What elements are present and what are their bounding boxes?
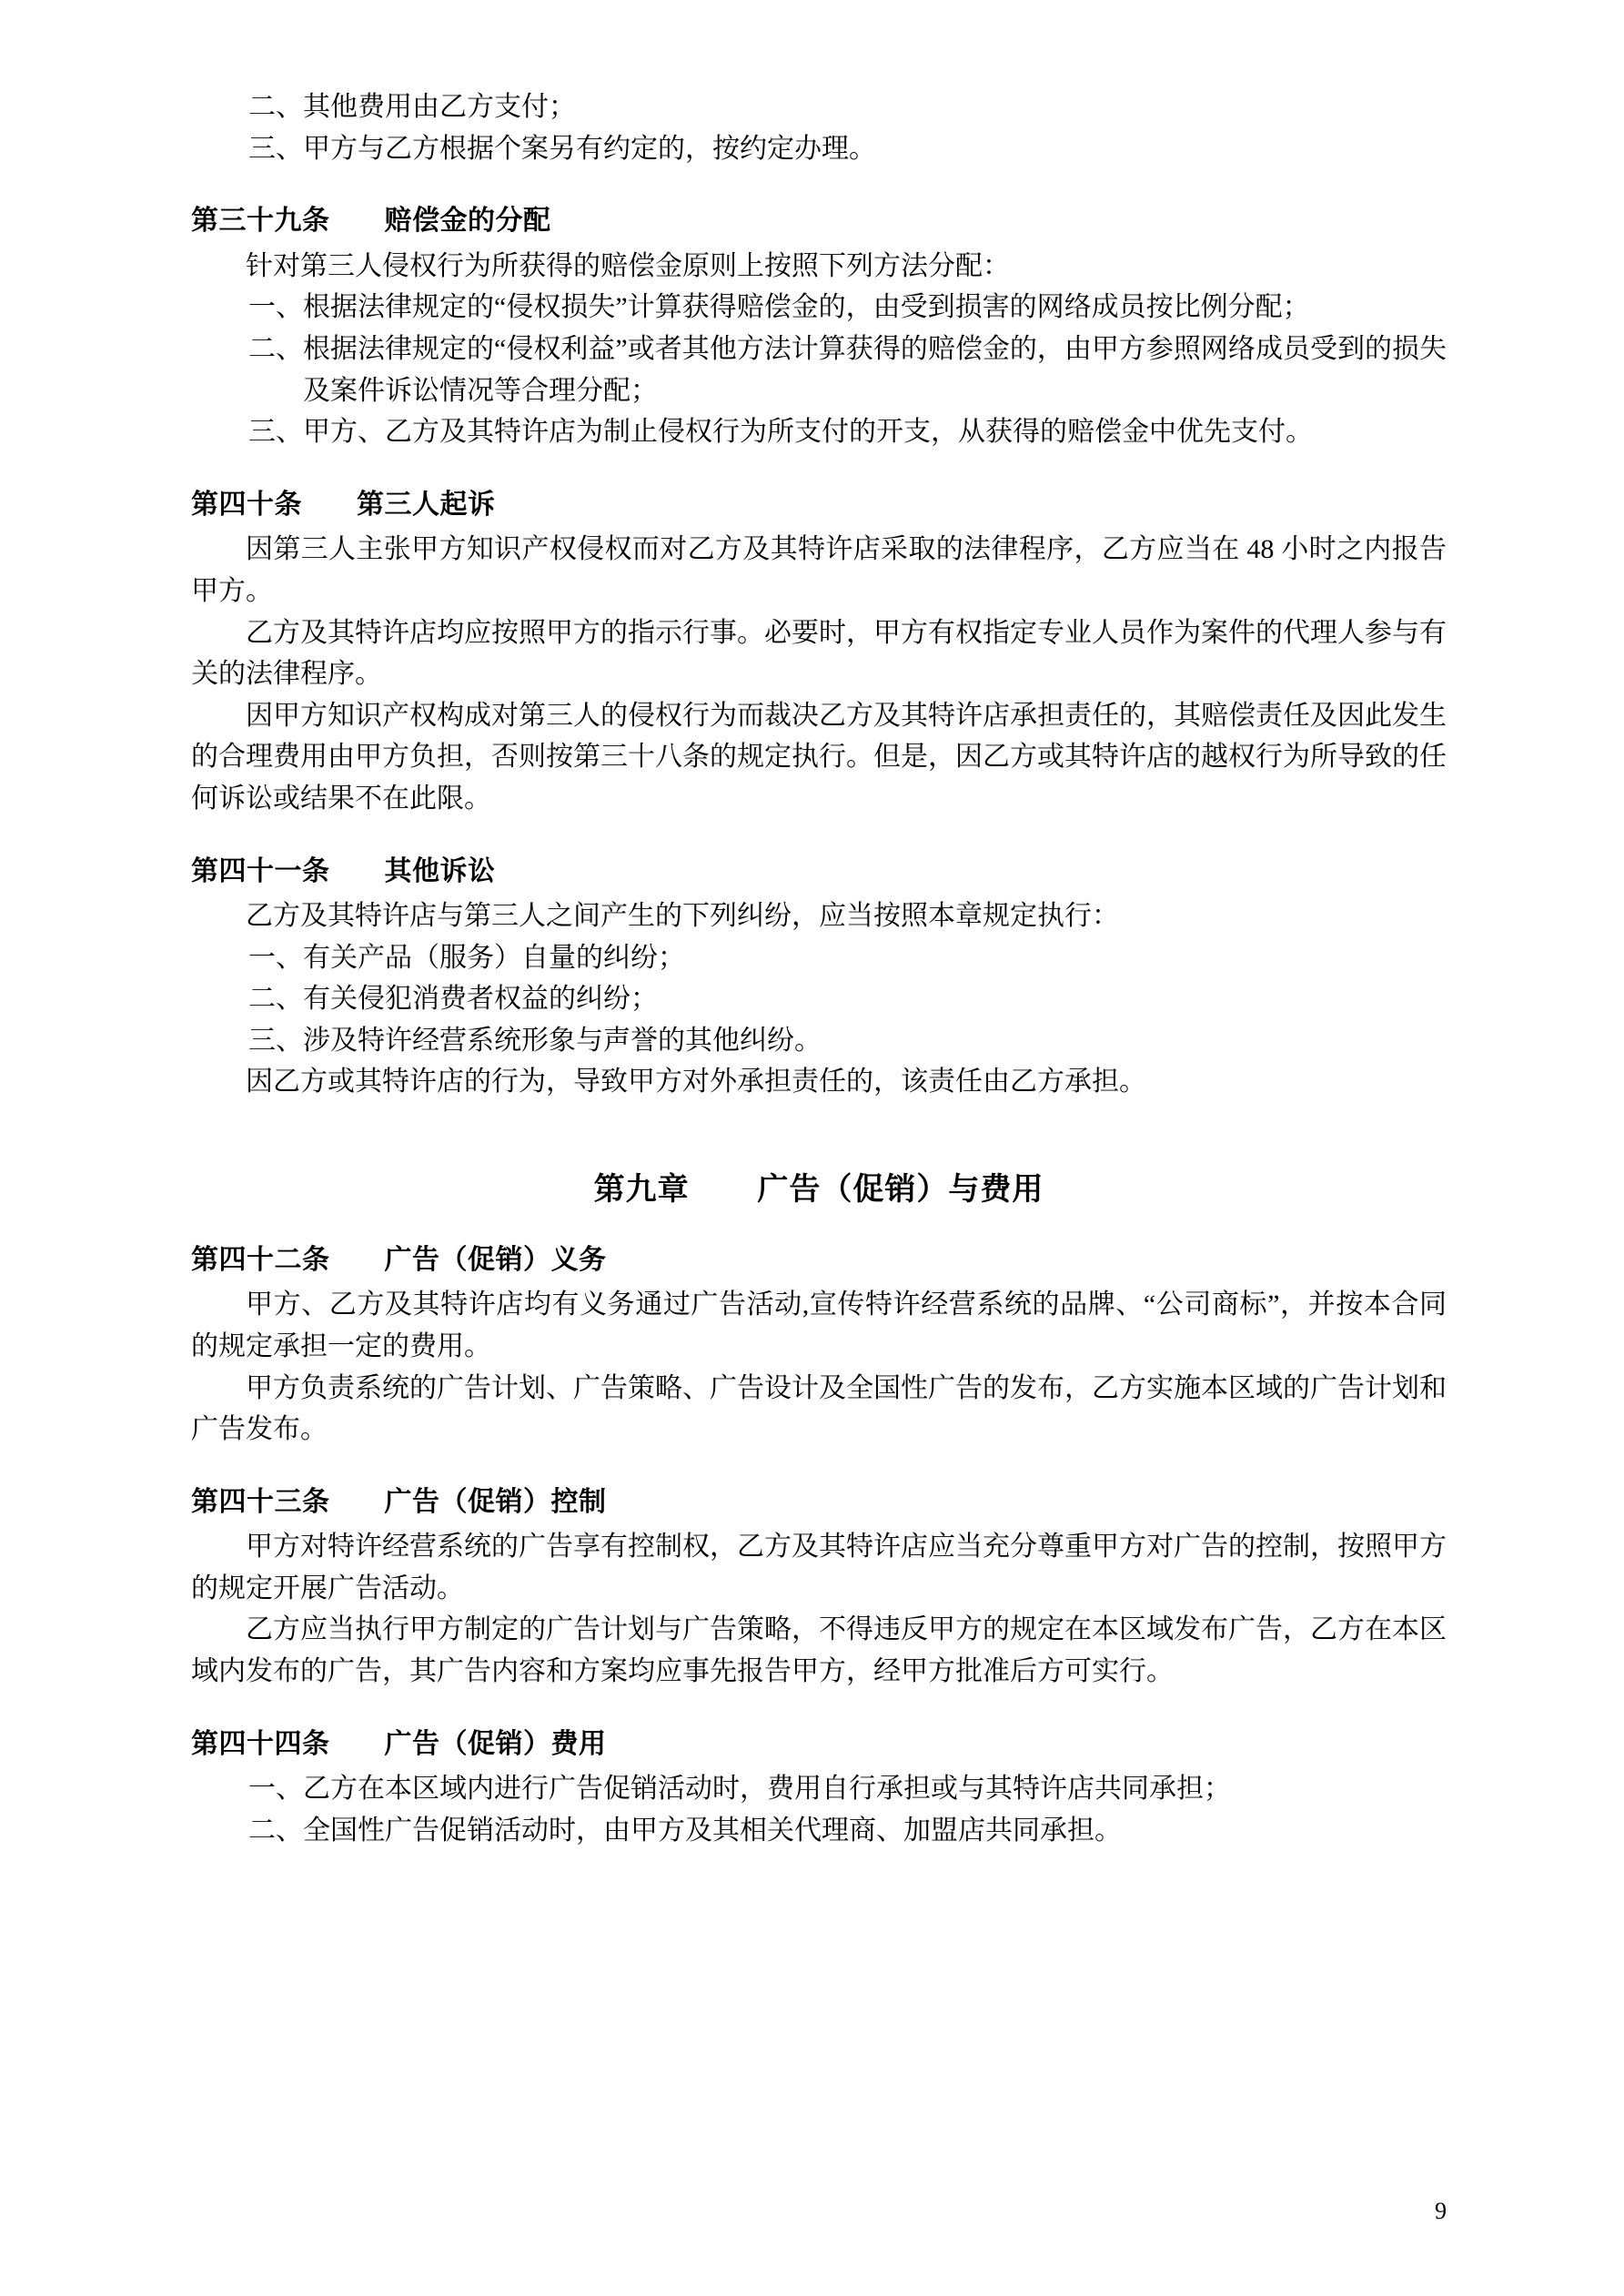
paragraph: 乙方应当执行甲方制定的广告计划与广告策略，不得违反甲方的规定在本区域发布广告，乙方在本区域内发布的广告，其广告内容和方案均应事先报告甲方，经甲方批准后方可实行。 bbox=[191, 1614, 1447, 1687]
section-title: 第三人起诉 bbox=[357, 489, 496, 520]
section-heading bbox=[191, 1724, 1447, 1765]
list-item-number: 二、 bbox=[248, 333, 303, 364]
section-title: 广告（促销）控制 bbox=[384, 1486, 607, 1517]
section-heading bbox=[191, 1239, 1447, 1281]
list-item bbox=[191, 329, 1447, 411]
list-item-text: 涉及特许经营系统形象与声誉的其他纠纷。 bbox=[303, 1025, 822, 1056]
paragraph: 甲方、乙方及其特许店均有义务通过广告活动,宣传特许经营系统的品牌、“公司商标”，并按本合同的规定承担一定的费用。 bbox=[191, 1290, 1447, 1361]
paragraph: 甲方负责系统的广告计划、广告策略、广告设计及全国性广告的发布，乙方实施本区域的广告计划和广告发布。 bbox=[191, 1372, 1447, 1445]
section-number: 第四十二条 bbox=[191, 1244, 330, 1275]
list-item-text: 乙方在本区域内进行广告促销活动时，费用自行承担或与其特许店共同承担； bbox=[303, 1774, 1231, 1805]
list-item bbox=[191, 411, 1447, 453]
list-item-number: 一、 bbox=[248, 942, 303, 973]
paragraph: 因乙方或其特许店的行为，导致甲方对外承担责任的，该责任由乙方承担。 bbox=[246, 1067, 1146, 1097]
page-number: 9 bbox=[1435, 2198, 1447, 2224]
list-item-number: 一、 bbox=[248, 292, 303, 323]
chapter-number: 第九章 bbox=[593, 1173, 690, 1208]
paragraph: 甲方对特许经营系统的广告享有控制权，乙方及其特许店应当充分尊重甲方对广告的控制，按照甲方的规定开展广告活动。 bbox=[191, 1532, 1447, 1603]
section-number: 第四十四条 bbox=[191, 1728, 330, 1759]
list-item bbox=[191, 1810, 1447, 1852]
section-number: 第四十条 bbox=[191, 489, 302, 520]
paragraph: 乙方及其特许店均应按照甲方的指示行事。必要时，甲方有权指定专业人员作为案件的代理人参与有关的法律程序。 bbox=[191, 617, 1447, 690]
list-item-text: 根据法律规定的“侵权利益”或者其他方法计算获得的赔偿金的，由甲方参照网络成员受到的损失及案件诉讼情况等合理分配； bbox=[303, 333, 1447, 406]
list-item bbox=[191, 128, 1447, 170]
list-item-text: 甲方与乙方根据个案另有约定的，按约定办理。 bbox=[303, 133, 876, 164]
document-body bbox=[191, 86, 1447, 1851]
section-title: 广告（促销）费用 bbox=[384, 1728, 607, 1759]
section-heading bbox=[191, 1482, 1447, 1523]
list-item-number: 二、 bbox=[248, 1815, 303, 1846]
section-heading bbox=[191, 484, 1447, 526]
list-item-text: 有关产品（服务）自量的纠纷； bbox=[303, 942, 685, 973]
paragraph: 因甲方知识产权构成对第三人的侵权行为而裁决乙方及其特许店承担责任的，其赔偿责任及因此发生的合理费用由甲方负担，否则按第三十八条的规定执行。但是，因乙方或其特许店的越权行为所导致的任何诉讼或结果不在此限。 bbox=[191, 700, 1447, 814]
section-title: 广告（促销）义务 bbox=[384, 1244, 607, 1275]
list-item-number: 二、 bbox=[248, 92, 303, 122]
list-item bbox=[191, 287, 1447, 329]
list-item-text: 有关侵犯消费者权益的纠纷； bbox=[303, 984, 658, 1015]
list-item-text: 根据法律规定的“侵权损失”计算获得赔偿金的，由受到损害的网络成员按比例分配； bbox=[303, 292, 1310, 323]
list-item-text: 甲方、乙方及其特许店为制止侵权行为所支付的开支，从获得的赔偿金中优先支付。 bbox=[303, 417, 1313, 448]
list-item-number: 三、 bbox=[248, 417, 303, 448]
section-number: 第四十一条 bbox=[191, 855, 330, 886]
list-item-number: 二、 bbox=[248, 984, 303, 1015]
list-item bbox=[191, 937, 1447, 979]
list-item bbox=[191, 978, 1447, 1020]
chapter-name: 广告（促销）与费用 bbox=[757, 1173, 1044, 1208]
section-heading bbox=[191, 200, 1447, 242]
paragraph: 乙方及其特许店与第三人之间产生的下列纠纷，应当按照本章规定执行： bbox=[246, 901, 1119, 932]
list-item-number: 三、 bbox=[248, 133, 303, 164]
list-item-number: 一、 bbox=[248, 1774, 303, 1805]
list-item bbox=[191, 86, 1447, 128]
paragraph: 针对第三人侵权行为所获得的赔偿金原则上按照下列方法分配： bbox=[246, 250, 1010, 281]
list-item bbox=[191, 1768, 1447, 1810]
section-title: 赔偿金的分配 bbox=[384, 206, 551, 237]
list-item-number: 三、 bbox=[248, 1025, 303, 1056]
list-item-text: 全国性广告促销活动时，由甲方及其相关代理商、加盟店共同承担。 bbox=[303, 1815, 1122, 1846]
chapter-title bbox=[191, 1167, 1447, 1214]
list-item bbox=[191, 1020, 1447, 1062]
section-number: 第三十九条 bbox=[191, 206, 330, 237]
section-heading bbox=[191, 851, 1447, 893]
list-item-text: 其他费用由乙方支付； bbox=[303, 92, 576, 122]
section-number: 第四十三条 bbox=[191, 1486, 330, 1517]
section-title: 其他诉讼 bbox=[384, 855, 496, 886]
paragraph: 因第三人主张甲方知识产权侵权而对乙方及其特许店采取的法律程序，乙方应当在 48 小时之内报告甲方。 bbox=[191, 534, 1447, 606]
